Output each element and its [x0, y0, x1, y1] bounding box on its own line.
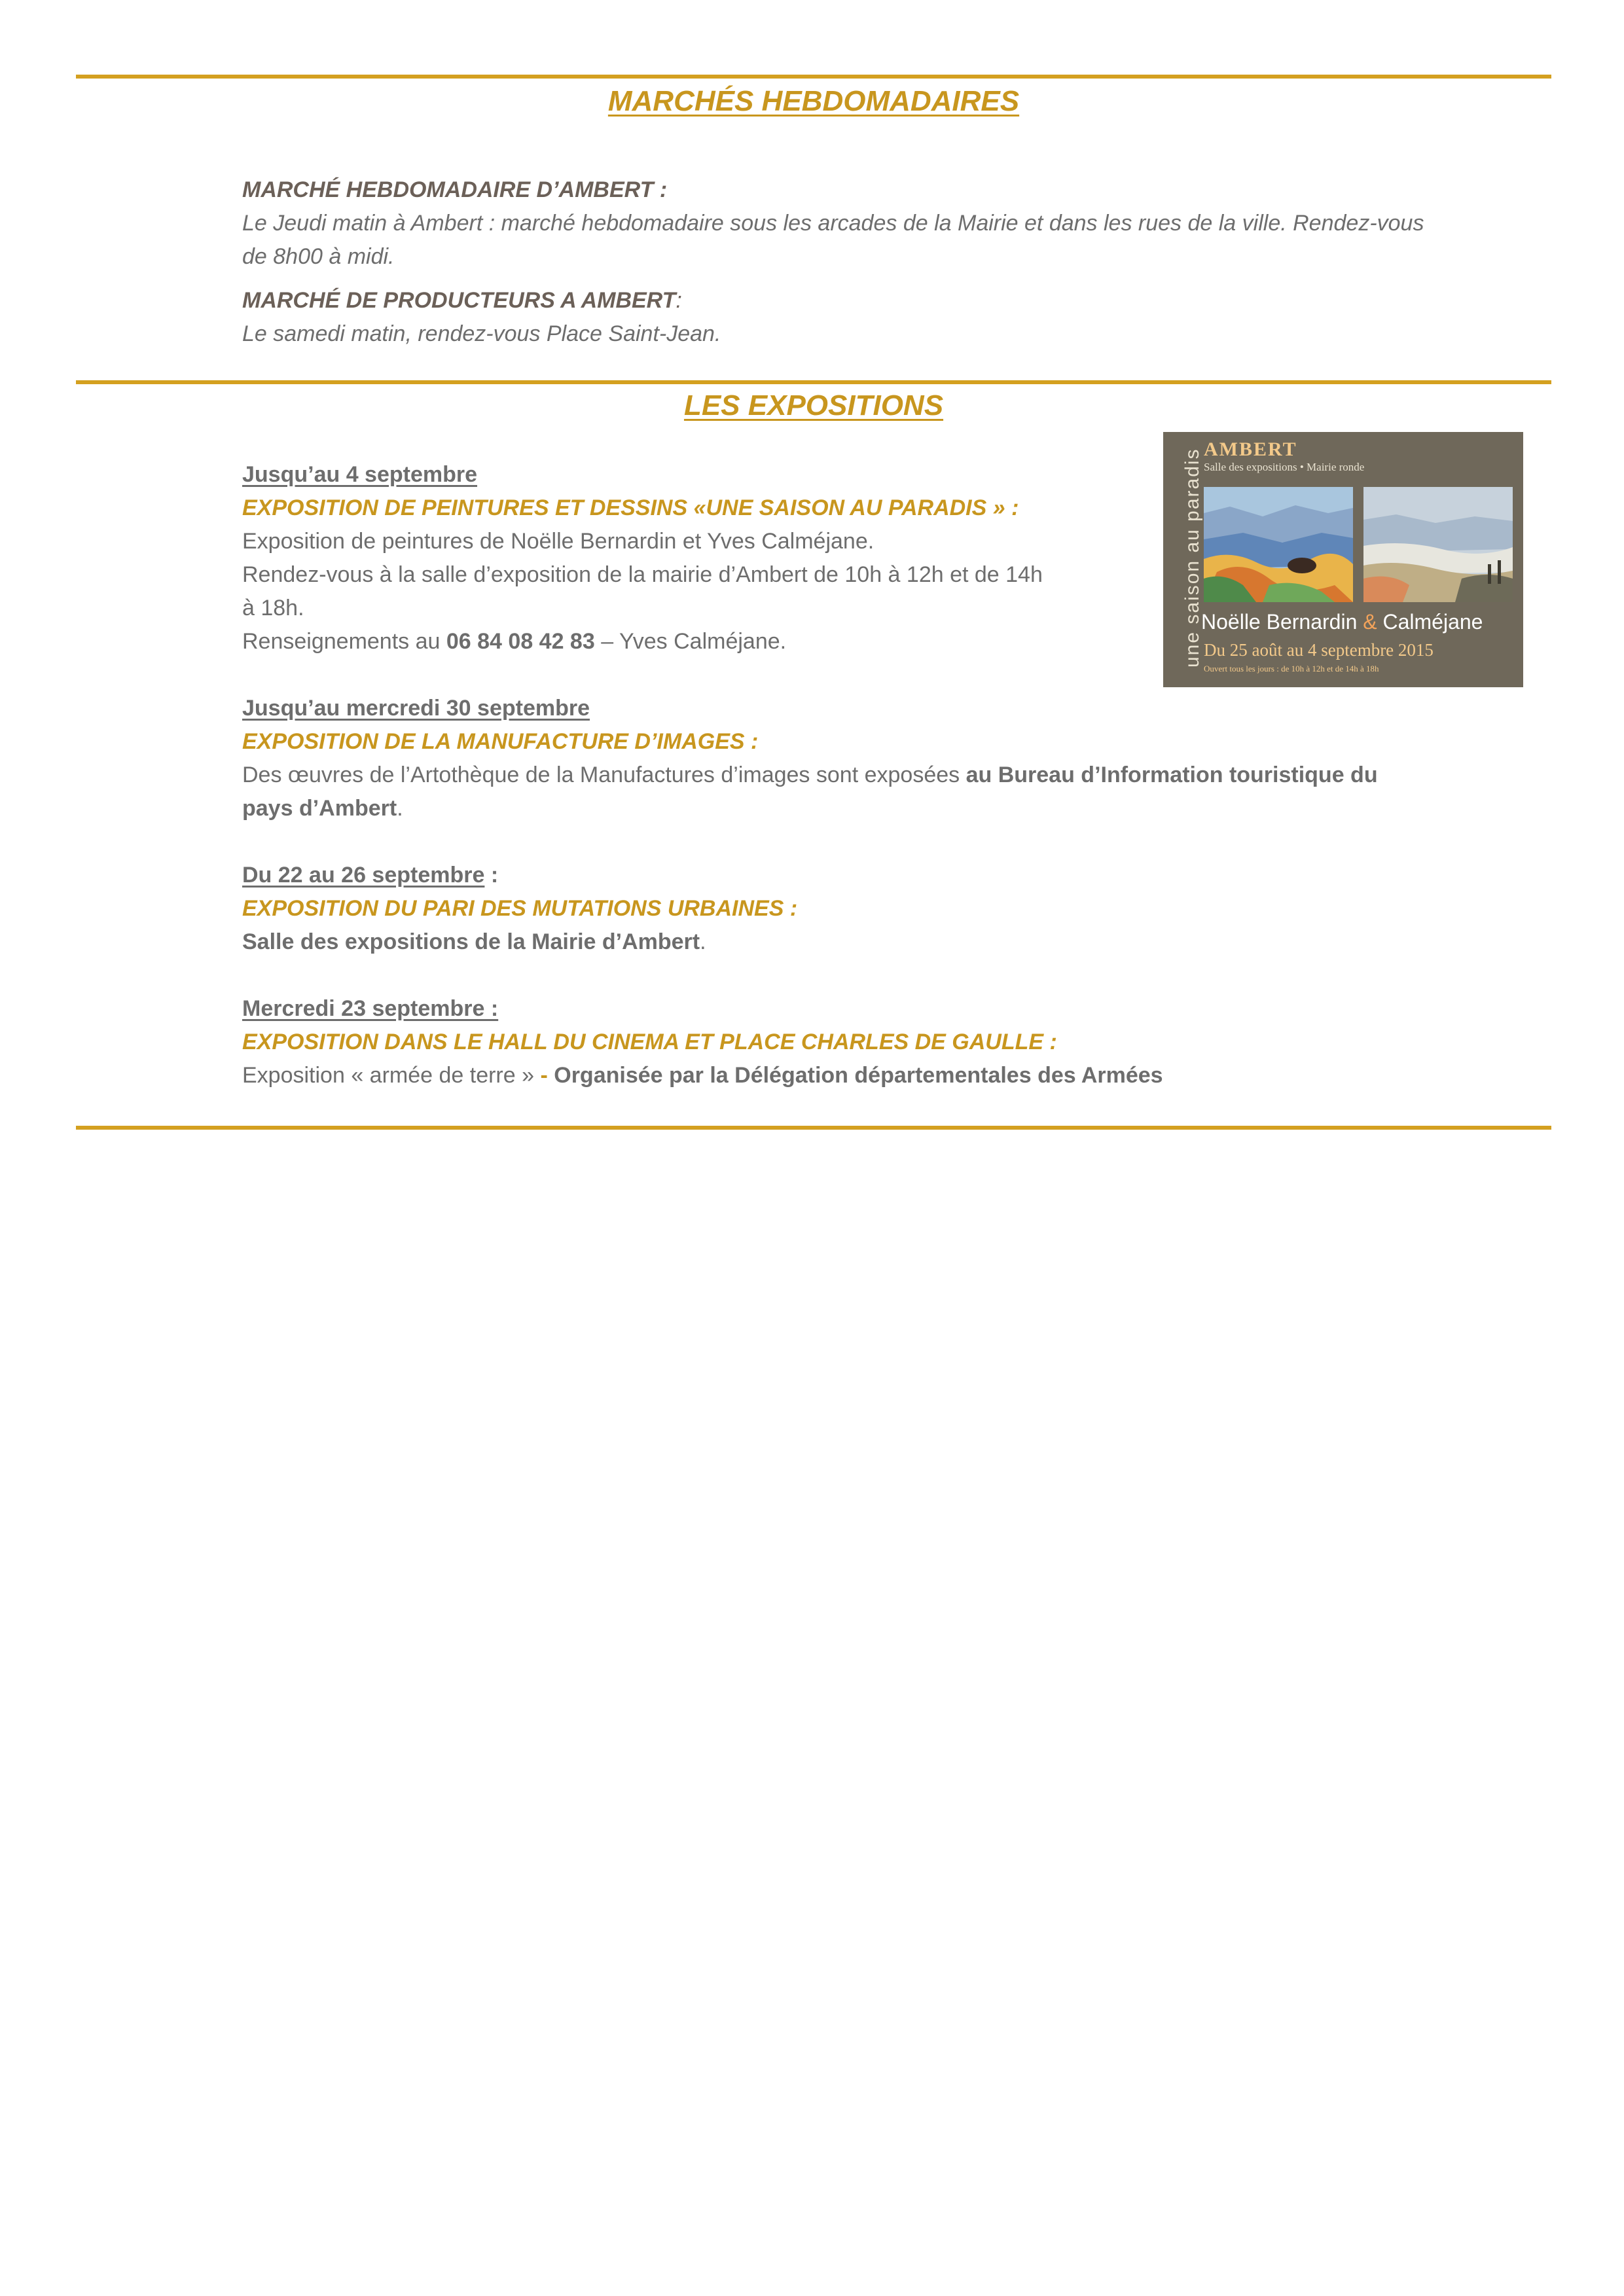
exhibition-text: Exposition de peintures de Noëlle Bernardin et Yves Calméjane.	[242, 529, 875, 554]
producers-heading-colon: :	[676, 288, 682, 313]
poster-dates	[1204, 640, 1434, 660]
exhibition-date: Jusqu’au mercredi 30 septembre	[242, 696, 590, 721]
period: .	[397, 796, 403, 821]
exhibition-poster	[1163, 432, 1523, 687]
ambert-market-heading: MARCHÉ HEBDOMADAIRE D’AMBERT :	[242, 177, 668, 202]
date-suffix: :	[484, 863, 499, 888]
exhibition-heading: EXPOSITION DE LA MANUFACTURE D’IMAGES :	[242, 729, 759, 754]
expositions-title: LES EXPOSITIONS	[683, 389, 944, 422]
producers-market-text: Le samedi matin, rendez-vous Place Saint-Jean.	[242, 321, 721, 346]
exhibition-location: Salle des expositions de la Mairie d’Ambert	[242, 929, 700, 954]
poster-artist-1: Noëlle Bernardin	[1201, 610, 1358, 634]
exhibition-date: Du 22 au 26 septembre	[242, 863, 485, 888]
info-prefix: Renseignements au	[242, 629, 446, 654]
poster-artists	[1201, 610, 1483, 634]
exhibition-text	[242, 792, 1551, 825]
poster-date-range: Du 25 août au 4 septembre	[1204, 640, 1394, 660]
ambert-market-text-line2: de 8h00 à midi.	[242, 244, 395, 269]
exhibition-location: pays d’Ambert	[242, 796, 397, 821]
dash: -	[540, 1063, 554, 1088]
exhibition-location: au Bureau d’Information touristique du	[965, 762, 1378, 787]
exhibition-organizer: Organisée par la Délégation départementales des Armées	[554, 1063, 1163, 1088]
poster-town: AMBERT	[1204, 439, 1297, 460]
exhibition-text	[242, 925, 1551, 959]
ambert-market-text-line1: Le Jeudi matin à Ambert : marché hebdomadaire sous les arcades de la Mairie et dans les rues de la ville. Rendez-vous	[242, 211, 1424, 236]
markets-section	[242, 173, 1551, 351]
producers-market-heading	[242, 284, 1551, 317]
poster-artist-2: Calméjane	[1382, 610, 1483, 634]
poster-vertical-title: une saison au paradis	[1182, 448, 1203, 668]
poster-painting-left	[1204, 487, 1353, 602]
exhibition-heading: EXPOSITION DU PARI DES MUTATIONS URBAINES :	[242, 896, 798, 921]
poster-ampersand: &	[1363, 610, 1377, 634]
exhibition-heading: EXPOSITION DE PEINTURES ET DESSINS «UNE SAISON AU PARADIS » :	[242, 495, 1019, 520]
poster-hours: Ouvert tous les jours : de 10h à 12h et de 14h à 18h	[1204, 664, 1379, 673]
producers-heading-text: MARCHÉ DE PRODUCTEURS A AMBERT	[242, 288, 676, 313]
exhibition-text	[242, 759, 1551, 792]
bottom-divider	[76, 1126, 1551, 1130]
markets-title: MARCHÉS HEBDOMADAIRES	[607, 85, 1020, 117]
period: .	[700, 929, 706, 954]
exhibition-date: Mercredi 23 septembre :	[242, 996, 499, 1021]
middle-divider	[76, 380, 1551, 384]
exhibition-text: Rendez-vous à la salle d’exposition de la mairie d’Ambert de 10h à 12h et de 14h	[242, 562, 1043, 587]
poster-subtitle: Salle des expositions • Mairie ronde	[1204, 461, 1365, 473]
info-suffix: – Yves Calméjane.	[594, 629, 787, 654]
exhibition-text-plain: Des œuvres de l’Artothèque de la Manufactures d’images sont exposées	[242, 762, 966, 787]
exhibition-date: Jusqu’au 4 septembre	[242, 462, 478, 487]
exhibition-date-line	[242, 859, 1551, 892]
exhibition-heading: EXPOSITION DANS LE HALL DU CINEMA ET PLACE CHARLES DE GAULLE :	[242, 1030, 1057, 1054]
phone-number: 06 84 08 42 83	[446, 629, 595, 654]
exhibition-text-plain: Exposition « armée de terre »	[242, 1063, 541, 1088]
poster-year: 2015	[1398, 640, 1434, 660]
top-divider	[76, 75, 1551, 79]
poster-painting-right	[1363, 487, 1513, 602]
exhibition-text: à 18h.	[242, 596, 304, 620]
exhibition-text	[242, 1059, 1551, 1092]
